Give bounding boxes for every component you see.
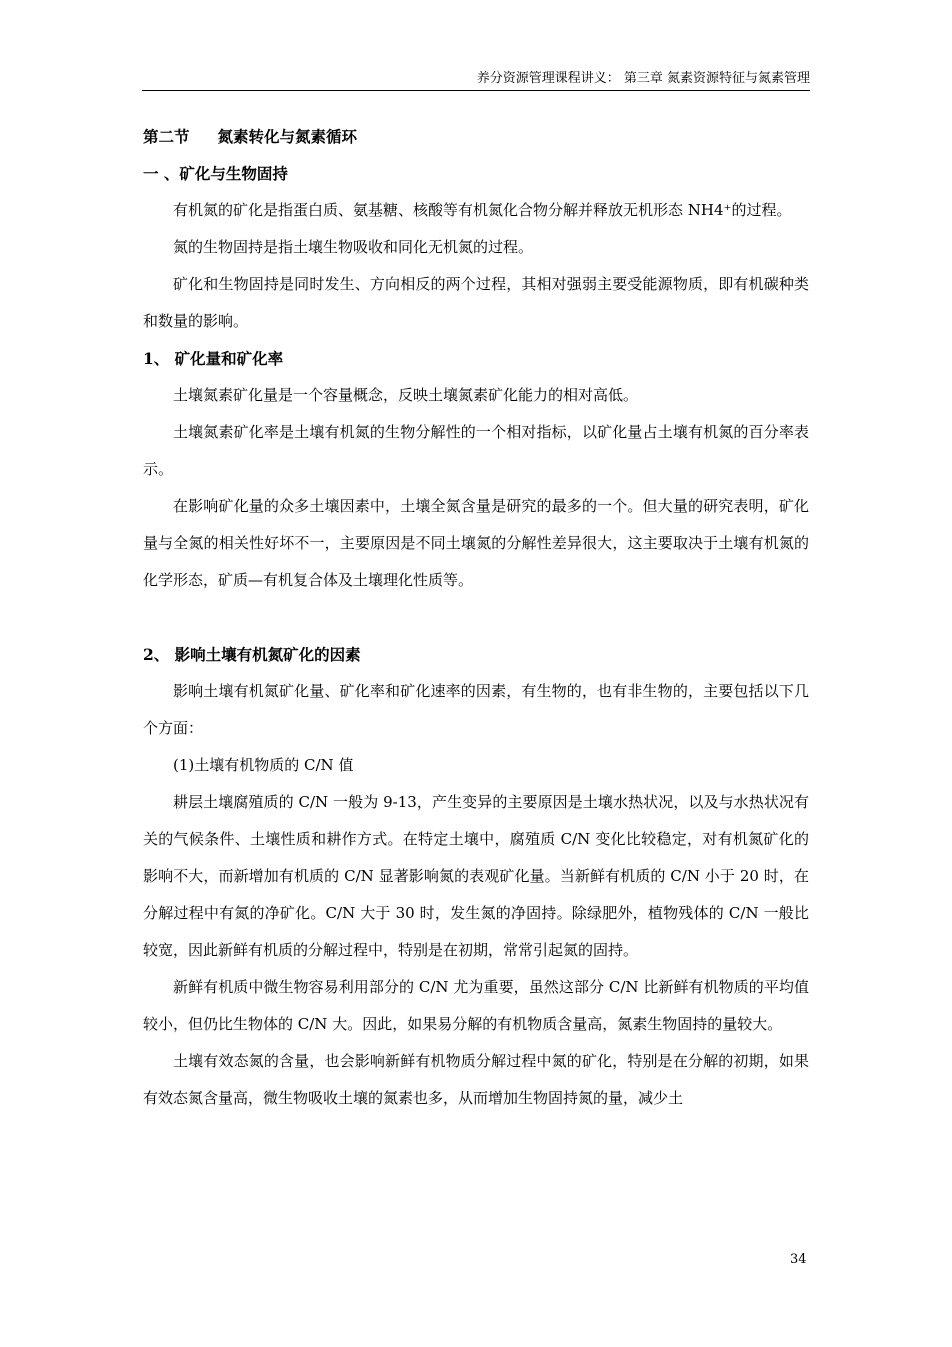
paragraph: 土壤有效态氮的含量，也会影响新鲜有机物质分解过程中氮的矿化，特别是在分解的初期，如果有效态氮含量高，微生物吸收土壤的氮素也多，从而增加生物固持氮的量，减少土 [143, 1052, 809, 1107]
paragraph: 在影响矿化量的众多土壤因素中，土壤全氮含量是研究的最多的一个。但大量的研究表明，矿化量与全氮的相关性好坏不一，主要原因是不同土壤氮的分解性差异很大，这主要取决于土壤有机氮的化学形态，矿质—有机复合体及土壤理化性质等。 [143, 497, 809, 589]
list-item-heading: (1)土壤有机物质的 C/N 值 [173, 756, 354, 774]
paragraph: 氮的生物固持是指土壤生物吸收和同化无机氮的过程。 [173, 238, 534, 256]
page-number: 34 [790, 1252, 807, 1267]
paragraph: 影响土壤有机氮矿化量、矿化率和矿化速率的因素，有生物的，也有非生物的，主要包括以下几个方面： [143, 682, 809, 737]
subsection-heading: 一 、矿化与生物固持 [143, 164, 288, 183]
section-title: 氮素转化与氮素循环 [217, 127, 358, 146]
paragraph: 土壤氮素矿化率是土壤有机氮的生物分解性的一个相对指标，以矿化量占土壤有机氮的百分率表示。 [143, 423, 809, 478]
paragraph: 矿化和生物固持是同时发生、方向相反的两个过程，其相对强弱主要受能源物质，即有机碳种类和数量的影响。 [143, 275, 809, 330]
paragraph: 有机氮的矿化是指蛋白质、氨基糖、核酸等有机氮化合物分解并释放无机形态 NH4⁺的过程。 [173, 201, 792, 219]
blank-line [143, 599, 809, 636]
section-heading [143, 118, 809, 155]
section-number: 第二节 [143, 127, 190, 146]
page-content [143, 118, 809, 1117]
heading-mineralization-factors: 2、 影响土壤有机氮矿化的因素 [143, 645, 361, 664]
paragraph: 耕层土壤腐殖质的 C/N 一般为 9-13，产生变异的主要原因是土壤水热状况，以及与水热状况有关的气候条件、土壤性质和耕作方式。在特定土壤中，腐殖质 C/N 变化比较稳定，对有机氮矿化的影响不大，而新增加有机质的 C/N 显著影响氮的表观矿化量。当新鲜有机质的 C/N 小于 20 时，在分解过程中有氮的净矿化。C/N 大于 30 时，发生氮的净固持。除绿肥外，植物残体的 C/N 一般比较宽，因此新鲜有机质的分解过程中，特别是在初期，常常引起氮的固持。 [143, 793, 809, 959]
page-header [142, 66, 810, 91]
header-text: 养分资源管理课程讲义： 第三章 氮素资源特征与氮素管理 [476, 71, 810, 86]
heading-mineralization-amount: 1、 矿化量和矿化率 [143, 349, 284, 368]
paragraph: 土壤氮素矿化量是一个容量概念，反映土壤氮素矿化能力的相对高低。 [173, 386, 639, 404]
paragraph: 新鲜有机质中微生物容易利用部分的 C/N 尤为重要，虽然这部分 C/N 比新鲜有机物质的平均值较小，但仍比生物体的 C/N 大。因此，如果易分解的有机物质含量高，氮素生物固持的量较大。 [143, 978, 809, 1033]
